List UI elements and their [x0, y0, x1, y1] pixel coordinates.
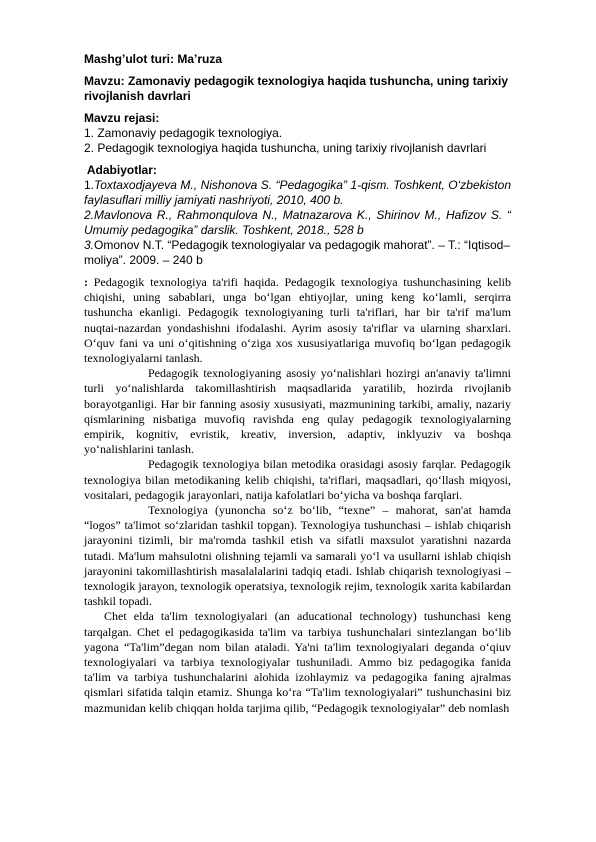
plan-heading: Mavzu rejasi:	[84, 111, 160, 125]
topic-title: Mavzu: Zamonaviy pedagogik texnologiya haqida tushuncha, uning tarixiy rivojlanish davrlari	[84, 74, 509, 103]
literature-item-text: Mavlonova R., Rahmonqulova N., Matnazarova K., Shirinov M., Hafizov S. “ Umumiy pedagogika” darslik. Toshkent, 2018., 528 b	[84, 208, 511, 237]
literature-item-1	[84, 178, 511, 208]
literature-item-number: 1.	[84, 178, 95, 192]
literature-item-3	[84, 238, 511, 268]
paragraph-text: Pedagogik texnologiya ta'rifi haqida. Pedagogik texnologiya tushunchasining kelib chiqishi, uning sabablari, unga bo‘lgan ehtiyojlar, uning keng ko‘lamli, serqirra tushuncha ekanligi. Pedagogik texnologiyaning turli ta'riflari, har bir ta'rif ma'lum nuqtai-nazardan yondashishni ifodalashi. Ayrim asosiy ta'riflar va ularning sharxlari. O‘quv fani va uni o‘qitishning o‘ziga xos xususiyatlariga muvofiq bo‘lgan pedagogik texnologiyalarni tanlash.	[84, 275, 511, 366]
document-page	[84, 52, 511, 716]
body-paragraph-5: Chet elda ta'lim texnologiyalari (an aducational technology) tushunchasi keng tarqalgan. Chet el pedagogikasida ta'lim va tarbiya tushunchalari sintezlangan bo‘lib yagona “Ta'lim”degan nom bilan ataladi. Ya'ni ta'lim texnologiyalari deganda o‘qiuv texnologiyalari va tarbiya texnologiyalar tushuniladi. Ammo biz pedagogika fanida ta'lim va tarbiya tushunchalarini alohida izohlaymiz va pedagogika faning ajralmas qismlari sifatida talqin etamiz. Shunga ko‘ra “Ta'lim texnologiyalari” tushunchasini biz mazmunidan kelib chiqqan holda tarjima qilib, “Pedagogik texnologiyalar” deb nomlash	[84, 609, 511, 715]
body-paragraph-2: Pedagogik texnologiyaning asosiy yo‘nalishlari hozirgi an'anaviy ta'limni turli yo‘nalishlarda takomillashtirish maqsadlarida yaratilib, hozirda rivojlanib borayotganligi. Har bir fanning asosiy xususiyati, mazmunining tarkibi, amaliy, nazariy qismlarining nisbatiga muvofiq ravishda eng qulay pedagogik texnologiyalarning empirik, kognitiv, evristik, kreativ, inversion, adaptiv, inklyuziv va boshqa yo‘nalishlarini tanlash.	[84, 366, 511, 457]
literature-item-number: 3.	[84, 238, 95, 252]
plan-item-1: 1. Zamonaviy pedagogik texnologiya.	[84, 126, 283, 140]
body-paragraph-1	[84, 275, 511, 366]
body-paragraph-3: Pedagogik texnologiya bilan metodika orasidagi asosiy farqlar. Pedagogik texnologiya bilan metodikaning kelib chiqishi, ta'riflari, maqsadlari, qo‘llash miqyosi, vositalari, pedagogik jarayonlari, natija kafolatlari bo‘yicha va boshqa farqlari.	[84, 457, 511, 502]
literature-item-text: Omonov N.T. “Pedagogik texnologiyalar va pedagogik mahorat”. – T.: “Iqtisod–moliya”. 2009. – 240 b	[84, 238, 511, 267]
body-paragraph-4: Texnologiya (yunoncha so‘z bo‘lib, “texne” – mahorat, san'at hamda “logos” ta'limot so‘zlaridan tashkil topgan). Texnologiya tushunchasi – ishlab chiqarish jarayonini tizimli, bir ma'romda tashkil etish va sifatli maxsulot yaratishni nazarda tutadi. Ma'lum mahsulotni olishning tejamli va samarali yo‘l va usullarni ishlab chiqish jarayonini takomillashtirish masalalalarini tadqiq etadi. Ishlab chiqarish texnologiyasi – texnologik jarayon, texnologik operatsiya, texnologik rejim, texnologik xarita kabilardan tashkil topadi.	[84, 503, 511, 609]
literature-heading: Adabiyotlar:	[84, 163, 157, 177]
literature-item-text: Toxtaxodjayeva M., Nishonova S. “Pedagogika” 1-qism. Toshkent, O‘zbekiston faylasuflari milliy jamiyati nashriyoti, 2010, 400 b.	[84, 178, 511, 207]
literature-item-2	[84, 208, 511, 238]
literature-item-number: 2.	[84, 208, 95, 222]
plan-item-2: 2. Pedagogik texnologiya haqida tushuncha, uning tarixiy rivojlanish davrlari	[84, 141, 487, 155]
lesson-type: Mashg’ulot turi: Ma’ruza	[84, 52, 222, 66]
paragraph-marker: :	[84, 275, 88, 289]
